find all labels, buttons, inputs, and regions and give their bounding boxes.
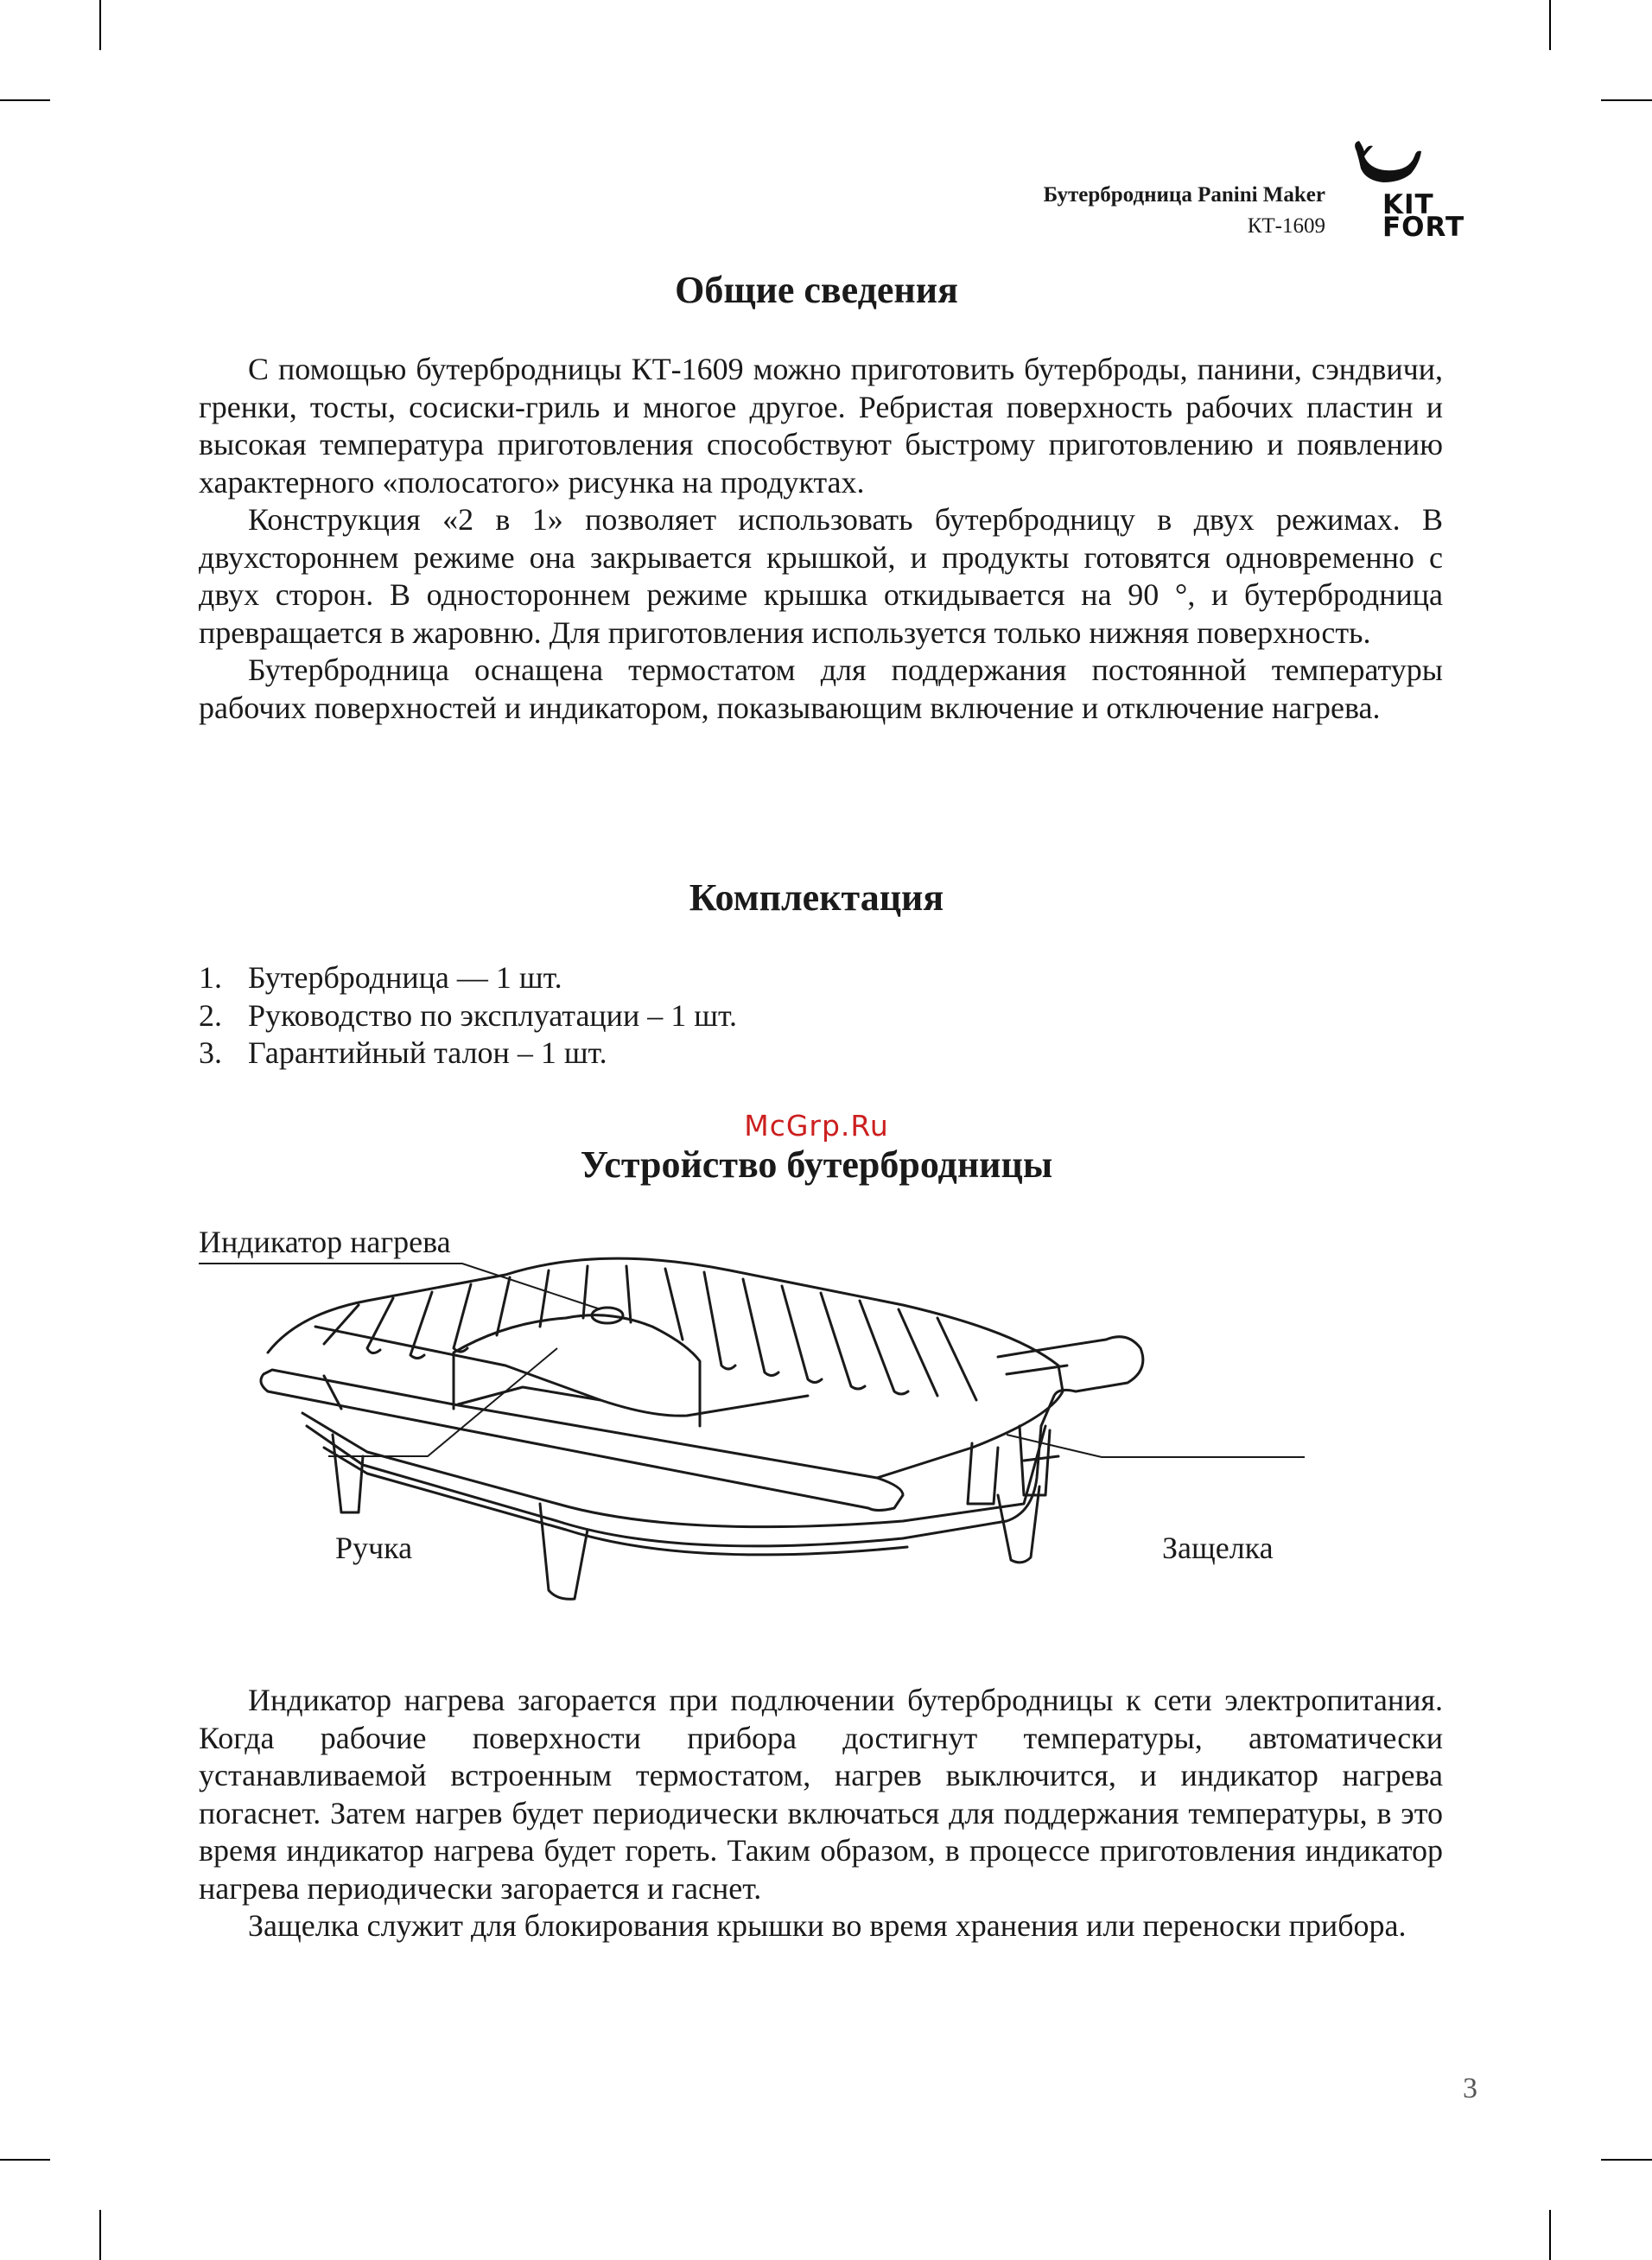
device-text (199, 1682, 1443, 1945)
grill-ridge (782, 1286, 822, 1383)
label-handle: Ручка (335, 1531, 413, 1565)
logo-text-kit: KIT (1382, 189, 1434, 220)
header-title: Бутербродница Panini Maker (1043, 183, 1325, 207)
paragraph: Индикатор нагрева загорается при подлючении бутербродницы к сети электропитания. Когда рабочие поверхности прибора достигнут температуры, автоматически устанавливаемой встроенным термостатом, нагрев выключится, и индикатор нагрева погаснет. Затем нагрев будет периодически включаться для поддержания температуры, в это время индикатор нагрева будет гореть. Таким образом, в процессе приготовления индикатор нагрева периодически загорается и гаснет. (199, 1683, 1443, 1906)
whale-icon (1355, 141, 1421, 182)
grill-latch (968, 1443, 998, 1504)
logo-text-fort: FORT (1382, 212, 1465, 243)
kit-list (199, 959, 737, 1073)
crop-mark (0, 2159, 50, 2161)
grill-ridge (665, 1269, 683, 1340)
grill-ridge (821, 1293, 865, 1389)
grill-lid (268, 1258, 1063, 1478)
grill-ridge (540, 1270, 549, 1327)
list-number: 3. (199, 1035, 222, 1070)
header-model: КТ-1609 (1247, 214, 1325, 238)
grill-ridge (937, 1318, 976, 1400)
list-item (199, 959, 737, 997)
crop-mark (0, 99, 50, 101)
paragraph: С помощью бутербродницы КТ-1609 можно приготовить бутерброды, панини, сэндвичи, гренки, тосты, сосиски-гриль и многое другое. Ребристая поверхность рабочих пластин и высокая температура приготовления способствуют быстрому приготовлению и появлению характерного «полосатого» рисунка на продуктах. (199, 352, 1443, 500)
list-text: Руководство по эксплуатации – 1 шт. (248, 997, 737, 1033)
grill-right-handle (998, 1337, 1143, 1426)
section-heading-device: Устройство бутербродницы (580, 1143, 1053, 1186)
general-text (199, 351, 1443, 727)
leader-line-indicator (199, 1264, 600, 1309)
grill-handle (261, 1370, 903, 1511)
leader-line-latch (1007, 1435, 1305, 1457)
grill-base (307, 1426, 1041, 1546)
grill-foot (998, 1487, 1039, 1563)
section-heading-general: Общие сведения (675, 269, 958, 311)
section-heading-kit: Комплектация (689, 876, 944, 919)
label-latch: Защелка (1162, 1531, 1274, 1565)
crop-mark (1601, 99, 1652, 101)
label-indicator: Индикатор нагрева (199, 1225, 451, 1259)
paragraph: Конструкция «2 в 1» позволяет использовать бутербродницу в двух режимах. В двухстороннем режиме она закрывается крышкой, и продукты готовятся одновременно с двух сторон. В одностороннем режиме крышка откидывается на 90 °, и бутербродница превращается в жаровню. Для приготовления используется только нижняя поверхность. (199, 502, 1443, 650)
grill-ridge (704, 1272, 735, 1369)
grill-ridge (367, 1298, 393, 1353)
grill-ridge (583, 1266, 588, 1318)
crop-mark (1601, 2159, 1652, 2161)
grill-ridge (454, 1284, 471, 1352)
grill-lid-panel (315, 1327, 808, 1416)
grill-latch (1024, 1456, 1058, 1461)
list-item (199, 1035, 737, 1073)
crop-mark (1549, 2210, 1551, 2260)
list-number: 1. (199, 960, 222, 995)
crop-mark (1549, 0, 1551, 50)
paragraph: Защелка служит для блокирования крышки во время хранения или переноски прибора. (248, 1908, 1407, 1943)
paragraph: Бутербродница оснащена термостатом для поддержания постоянной температуры рабочих поверхностей и индикатором, показывающим включение и отключение нагрева. (199, 653, 1443, 725)
crop-mark (99, 0, 101, 50)
grill-lid-panel (458, 1387, 600, 1404)
grill-ridge (743, 1279, 778, 1376)
crop-mark (99, 2210, 101, 2260)
grill-lid-panel (454, 1315, 700, 1426)
grill-ridge (899, 1309, 937, 1396)
list-text: Бутербродница — 1 шт. (248, 960, 562, 995)
list-item (199, 997, 737, 1035)
watermark: McGrp.Ru (744, 1109, 889, 1143)
page-number: 3 (1463, 2072, 1477, 2104)
grill-ridge (626, 1266, 631, 1322)
list-number: 2. (199, 997, 222, 1033)
grill-ridge (497, 1277, 510, 1335)
list-text: Гарантийный талон – 1 шт. (248, 1035, 607, 1070)
